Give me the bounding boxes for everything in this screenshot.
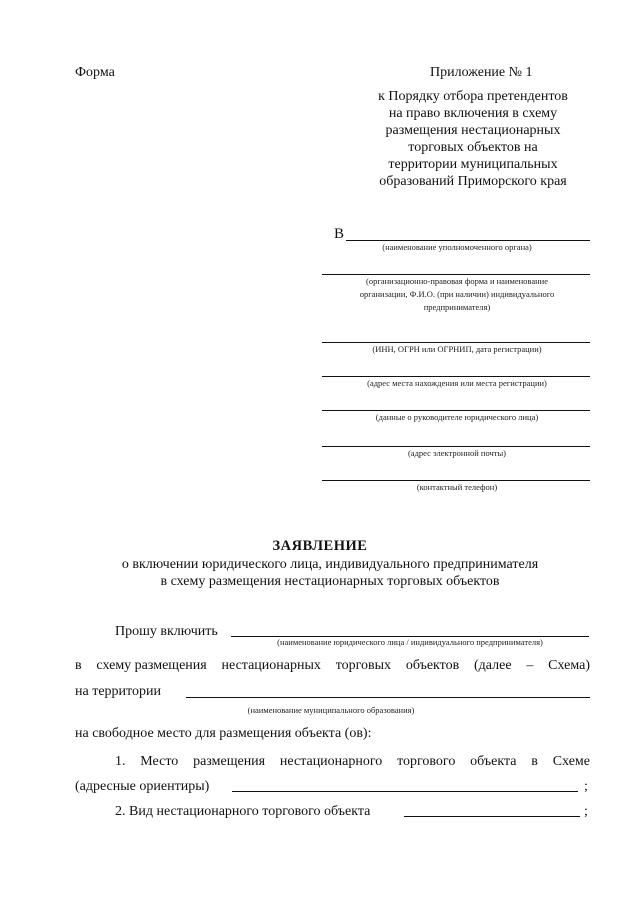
appendix-line: размещения нестационарных xyxy=(385,123,561,138)
inn-caption: (ИНН, ОГРН или ОГРНИП, дата регистрации) xyxy=(372,344,542,354)
scheme-word: (далее xyxy=(474,658,512,673)
item2-label: 2. Вид нестационарного торгового объекта xyxy=(115,804,371,819)
scheme-word: – xyxy=(526,658,534,673)
scheme-word: торговых xyxy=(335,658,392,673)
scheme-word: Схема) xyxy=(548,658,590,673)
email-field[interactable] xyxy=(322,446,590,447)
free-place-text: на свободное место для размещения объекта (ов): xyxy=(75,726,372,741)
item1-word: Схеме xyxy=(552,754,590,769)
scheme-word: объектов xyxy=(405,658,460,673)
item1-word: 1. xyxy=(115,754,126,769)
director-caption: (данные о руководителе юридического лица) xyxy=(375,412,539,422)
form-label: Форма xyxy=(75,65,115,80)
applicant-name-caption: (наименование юридического лица / индивидуального предпринимателя) xyxy=(277,637,543,647)
item1-line2-label: (адресные ориентиры) xyxy=(75,779,210,794)
inn-field[interactable] xyxy=(322,342,590,343)
municipality-field[interactable] xyxy=(186,697,590,698)
item1-word: в xyxy=(531,754,538,769)
appendix-reference xyxy=(350,88,596,190)
scheme-word: схему размещения xyxy=(96,658,207,673)
scheme-line xyxy=(75,657,590,674)
subtitle-line: в схему размещения нестационарных торговых объектов xyxy=(160,574,500,589)
addressee-prefix: В xyxy=(334,226,345,242)
object-type-field[interactable] xyxy=(404,816,580,817)
scheme-word: нестационарных xyxy=(221,658,321,673)
authority-field[interactable] xyxy=(346,240,590,241)
appendix-line: на право включения в схему xyxy=(388,106,558,121)
document-title: ЗАЯВЛЕНИЕ xyxy=(272,538,368,554)
item1-word: нестационарного xyxy=(279,754,383,769)
item1-word: размещения xyxy=(193,754,266,769)
organization-caption-line: (организационно-правовая форма и наименование xyxy=(366,276,548,286)
request-label: Прошу включить xyxy=(115,624,218,639)
appendix-number: Приложение № 1 xyxy=(430,65,533,80)
email-caption: (адрес электронной почты) xyxy=(407,448,507,458)
organization-caption xyxy=(322,276,592,312)
address-landmarks-field[interactable] xyxy=(232,791,578,792)
appendix-line: территории муниципальных xyxy=(388,157,558,172)
phone-field[interactable] xyxy=(322,480,590,481)
address-caption: (адрес места нахождения или места регистрации) xyxy=(367,378,547,388)
address-field[interactable] xyxy=(322,376,590,377)
director-field[interactable] xyxy=(322,410,590,411)
item2-semicolon: ; xyxy=(584,804,588,819)
subtitle-line: о включении юридического лица, индивидуального предпринимателя xyxy=(121,557,539,572)
organization-caption-line: предпринимателя) xyxy=(423,302,491,312)
appendix-line: торговых объектов на xyxy=(408,140,538,155)
item1-line1 xyxy=(115,753,590,770)
item1-word: объекта xyxy=(470,754,517,769)
appendix-line: к Порядку отбора претендентов xyxy=(378,89,568,104)
phone-caption: (контактный телефон) xyxy=(416,482,498,492)
document-subtitle xyxy=(80,556,580,590)
territory-label: на территории xyxy=(75,684,161,699)
item1-semicolon: ; xyxy=(584,779,588,794)
organization-field[interactable] xyxy=(322,274,590,275)
authority-caption: (наименование уполномоченного органа) xyxy=(382,242,532,252)
item1-word: торгового xyxy=(397,754,456,769)
item1-word: Место xyxy=(140,754,179,769)
organization-caption-line: организации, Ф.И.О. (при наличии) индивидуального xyxy=(359,289,555,299)
municipality-caption: (наименование муниципального образования) xyxy=(247,705,415,715)
scheme-word: в xyxy=(75,658,82,673)
appendix-line: образований Приморского края xyxy=(379,174,567,189)
